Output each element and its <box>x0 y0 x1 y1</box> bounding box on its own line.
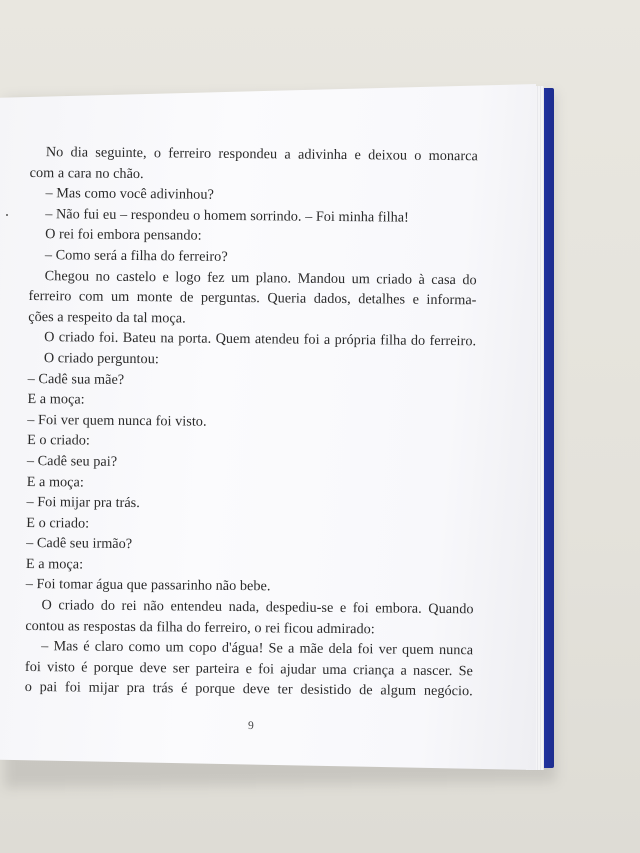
text-line: O criado foi. Bateu na porta. Quem atendeu foi a própria filha do ferreiro. <box>44 329 477 350</box>
text-line: O criado do rei não entendeu nada, despediu-se e foi embora. Quando <box>41 597 474 618</box>
text-line: – Cadê seu irmão? <box>26 535 133 553</box>
text-line: – Não fui eu – respondeu o homem sorrindo. – Foi minha filha! <box>45 205 409 226</box>
text-line: – Como será a filha do ferreiro? <box>44 247 228 265</box>
text-line: ferreiro com um monte de perguntas. Queria dados, detalhes e informa- <box>28 288 477 309</box>
text-line: O rei foi embora pensando: <box>45 226 202 245</box>
text-line: No dia seguinte, o ferreiro respondeu a adivinha e deixou o monarca <box>45 144 478 165</box>
text-line: E a moça: <box>27 391 85 408</box>
text-line: ções a respeito da tal moça. <box>28 308 186 327</box>
text-line: E o criado: <box>27 432 91 449</box>
text-line: – Foi tomar água que passarinho não bebe. <box>25 576 271 595</box>
page-number: 9 <box>247 719 254 733</box>
text-line: E a moça: <box>26 473 85 491</box>
text-line: – Cadê seu pai? <box>26 452 118 470</box>
text-line: E a moça: <box>25 555 84 573</box>
text-line: E o criado: <box>26 514 90 532</box>
page-text <box>25 142 478 702</box>
text-line: – Foi mijar pra trás. <box>26 494 140 512</box>
margin-mark <box>6 214 8 216</box>
text-line: Chegou no castelo e logo fez um plano. Mandou um criado à casa do <box>44 267 477 288</box>
text-line: – Foi ver quem nunca foi visto. <box>27 411 207 430</box>
text-line: o pai foi mijar pra trás é porque deve ter desistido de algum negócio. <box>24 679 473 700</box>
text-line: – Mas é claro como um copo d'água! Se a mãe dela foi ver quem nunca <box>41 638 474 659</box>
text-line: – Mas como você adivinhou? <box>45 185 214 203</box>
text-line: foi visto é porque deve ser parteira e foi ajudar uma criança a nascer. Se <box>24 658 474 680</box>
text-line: contou as respostas da filha do ferreiro, o rei ficou admirado: <box>25 617 375 637</box>
text-line: com a cara no chão. <box>29 164 144 182</box>
text-line: O criado perguntou: <box>43 350 159 368</box>
text-line: – Cadê sua mãe? <box>27 370 125 388</box>
